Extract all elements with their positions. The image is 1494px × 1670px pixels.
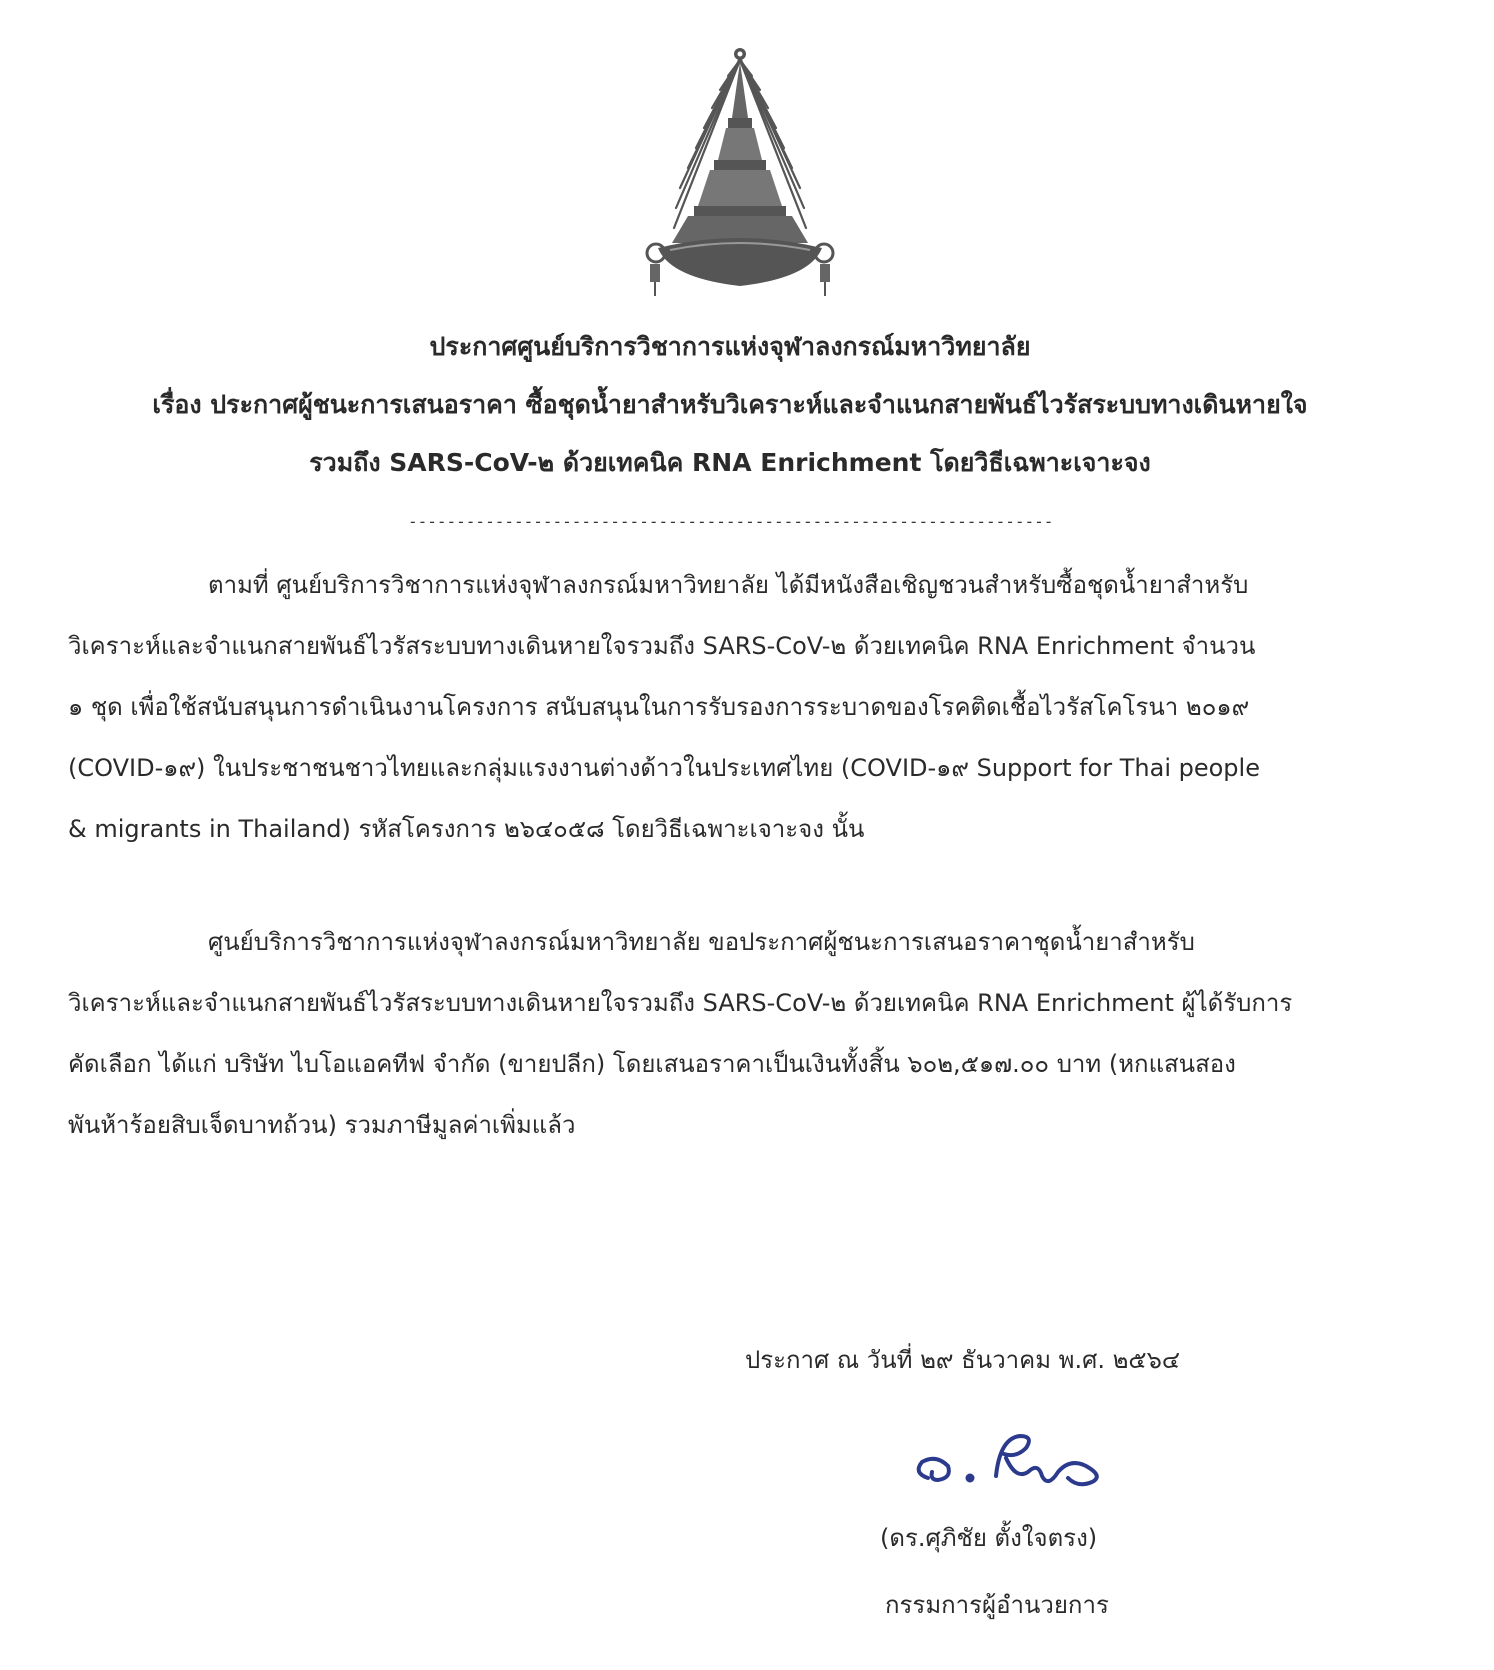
handwritten-signature xyxy=(908,1418,1128,1503)
paragraph-winner xyxy=(68,912,1413,1156)
paragraph-line: (COVID-๑๙) ในประชาชนชาวไทยและกลุ่มแรงงานต่างด้าวในประเทศไทย (COVID-๑๙ Support for Thai people xyxy=(68,754,1260,782)
paragraph-line: พันห้าร้อยสิบเจ็ดบาทถ้วน) รวมภาษีมูลค่าเพิ่มแล้ว xyxy=(68,1111,576,1139)
paragraph-line: วิเคราะห์และจำแนกสายพันธ์ไวรัสระบบทางเดินหายใจรวมถึง SARS-CoV-๒ ด้วยเทคนิค RNA Enrichment ผู้ได้รับการ xyxy=(68,989,1293,1017)
signer-position: กรรมการผู้อำนวยการ xyxy=(885,1591,1109,1619)
title-line-2: เรื่อง ประกาศผู้ชนะการเสนอราคา ซื้อชุดน้ำยาสำหรับวิเคราะห์และจำแนกสายพันธ์ไวรัสระบบทางเดินหายใจ xyxy=(152,390,1308,419)
title-line-3: รวมถึง SARS-CoV-๒ ด้วยเทคนิค RNA Enrichment โดยวิธีเฉพาะเจาะจง xyxy=(309,448,1151,477)
paragraph-line: ศูนย์บริการวิชาการแห่งจุฬาลงกรณ์มหาวิทยาลัย ขอประกาศผู้ชนะการเสนอราคาชุดน้ำยาสำหรับ xyxy=(208,928,1195,956)
paragraph-invitation xyxy=(68,555,1413,860)
announcement-date: ประกาศ ณ วันที่ ๒๙ ธันวาคม พ.ศ. ๒๕๖๔ xyxy=(745,1346,1180,1374)
paragraph-line: วิเคราะห์และจำแนกสายพันธ์ไวรัสระบบทางเดินหายใจรวมถึง SARS-CoV-๒ ด้วยเทคนิค RNA Enrichment จำนวน xyxy=(68,632,1256,660)
paragraph-line: คัดเลือก ได้แก่ บริษัท ไบโอแอคทีฟ จำกัด (ขายปลีก) โดยเสนอราคาเป็นเงินทั้งสิ้น ๖๐๒,๕๑๗.๐๐ บาท (หกแสนสอง xyxy=(68,1050,1236,1078)
paragraph-line: & migrants in Thailand) รหัสโครงการ ๒๖๔๐๕๘ โดยวิธีเฉพาะเจาะจง นั้น xyxy=(68,815,865,843)
paragraph-line: ๑ ชุด เพื่อใช้สนับสนุนการดำเนินงานโครงการ สนับสนุนในการรับรองการระบาดของโรคติดเชื้อไวรัสโคโรนา ๒๐๑๙ xyxy=(68,693,1250,721)
signer-name: (ดร.ศุภิชัย ตั้งใจตรง) xyxy=(880,1524,1098,1552)
separator-line: ------------------------------------------------------------------- xyxy=(408,512,1054,531)
paragraph-line: ตามที่ ศูนย์บริการวิชาการแห่งจุฬาลงกรณ์มหาวิทยาลัย ได้มีหนังสือเชิญชวนสำหรับซื้อชุดน้ำยาสำหรับ xyxy=(208,571,1249,599)
university-emblem-icon xyxy=(640,38,840,313)
title-line-1: ประกาศศูนย์บริการวิชาการแห่งจุฬาลงกรณ์มหาวิทยาลัย xyxy=(429,332,1031,361)
announcement-title xyxy=(60,318,1400,492)
